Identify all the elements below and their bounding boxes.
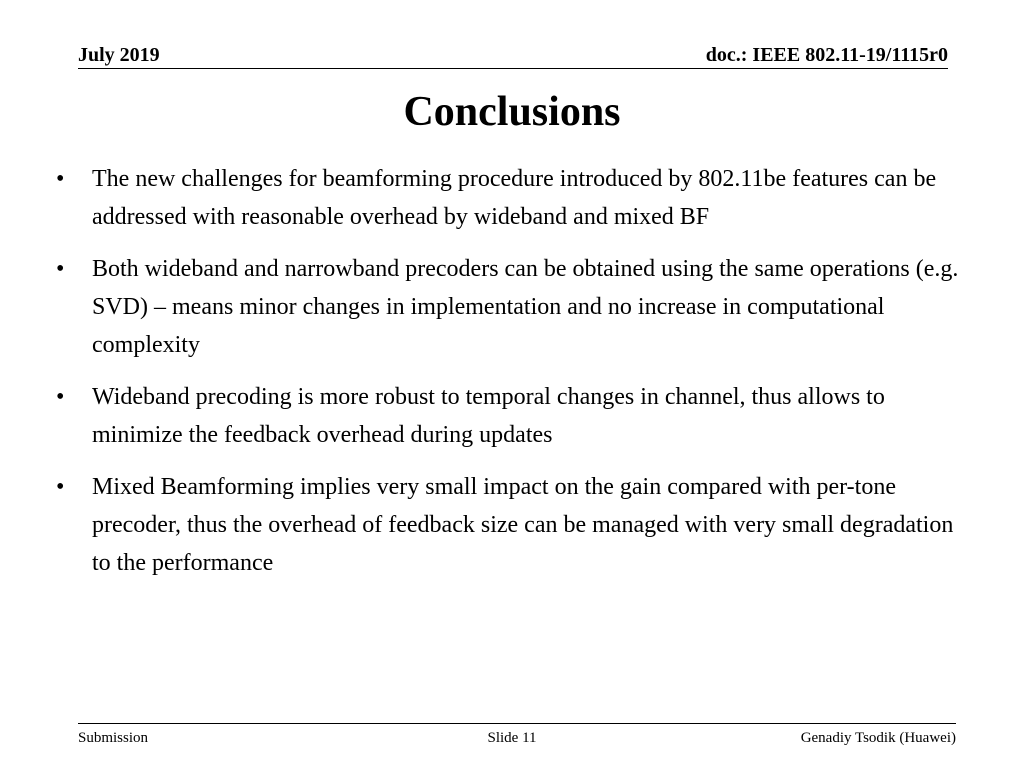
footer-slide-number: Slide 11 — [487, 730, 537, 746]
bullet-marker: • — [56, 474, 65, 500]
bullet-text: Both wideband and narrowband precoders can be obtained using the same operations (e.g. SVD) – means minor changes in implementation and no increase in computational complexity — [92, 256, 959, 358]
bullet-item — [56, 160, 968, 236]
header-date: July 2019 — [78, 44, 160, 66]
bullet-list — [56, 160, 968, 596]
header-doc-id: doc.: IEEE 802.11-19/1115r0 — [705, 44, 948, 66]
bullet-item — [56, 378, 968, 454]
bullet-text: The new challenges for beamforming procedure introduced by 802.11be features can be addressed with reasonable overhead by wideband and mixed BF — [92, 166, 937, 230]
footer-submission: Submission — [78, 730, 149, 746]
bullet-text: Wideband precoding is more robust to temporal changes in channel, thus allows to minimize the feedback overhead during updates — [92, 384, 885, 448]
bullet-text: Mixed Beamforming implies very small impact on the gain compared with per-tone precoder, thus the overhead of feedback size can be managed with very small degradation to the performance — [92, 474, 954, 576]
bullet-marker: • — [56, 166, 65, 192]
slide-title: Conclusions — [403, 89, 621, 135]
bullet-item — [56, 250, 968, 364]
bullet-item — [56, 468, 968, 582]
bullet-marker: • — [56, 384, 65, 410]
bullet-marker: • — [56, 256, 65, 282]
footer-divider — [78, 723, 956, 724]
header-divider — [78, 68, 948, 69]
footer-author: Genadiy Tsodik (Huawei) — [800, 730, 956, 746]
